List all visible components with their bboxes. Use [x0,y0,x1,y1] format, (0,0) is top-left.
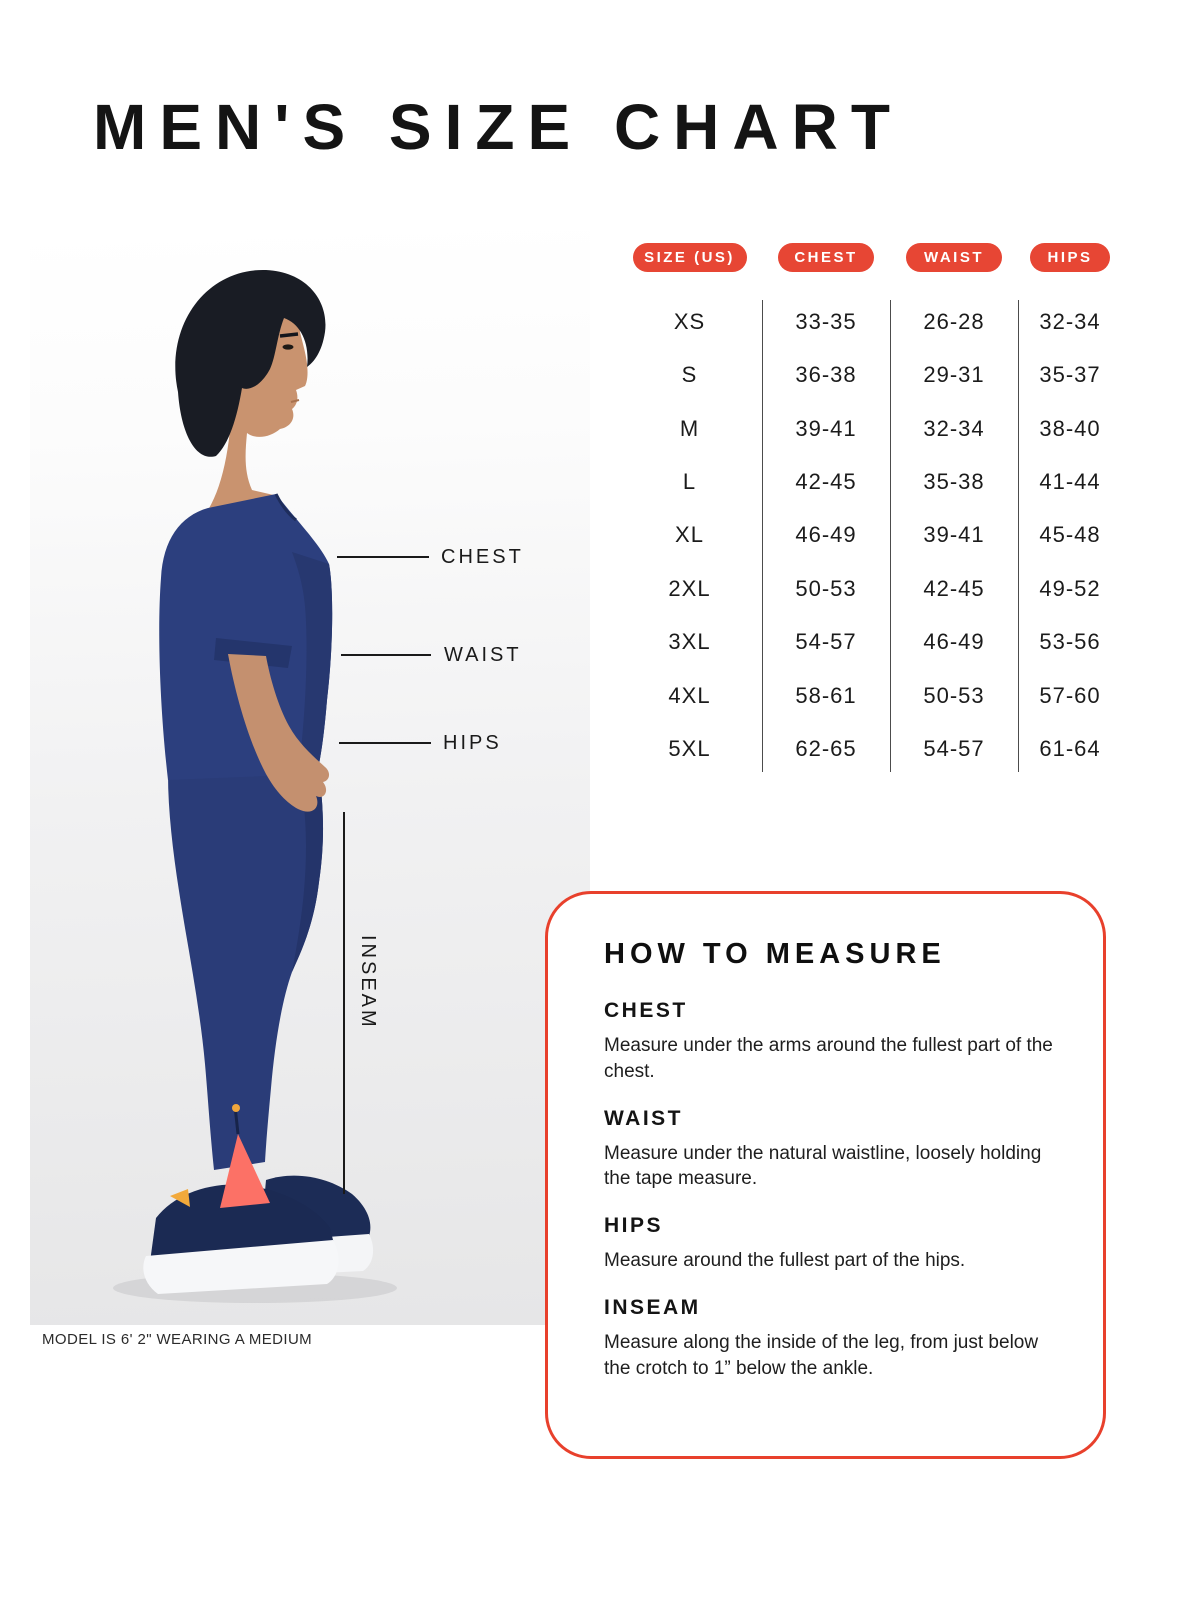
waist-pointer-label: WAIST [444,644,522,666]
table-row [617,348,1122,401]
page-title: MEN'S SIZE CHART [93,91,903,163]
chest-cell: 39-41 [795,415,857,441]
header-col-chest [762,243,890,272]
measure-section-body-waist: Measure under the natural waistline, loosely holding the tape measure. [604,1142,1042,1190]
hips-cell: 61-64 [1039,736,1101,762]
size-table-body [617,295,1122,776]
measure-section-body-hips: Measure around the fullest part of the hips. [604,1250,966,1272]
size-cell: M [679,415,700,441]
chest-cell: 36-38 [795,362,857,388]
header-col-size [617,243,762,272]
hips-pointer-label: HIPS [443,732,502,754]
chest-cell: 42-45 [795,469,857,495]
chest-header-pill: CHEST [778,243,874,272]
chest-pointer-label: CHEST [441,546,524,568]
waist-cell: 32-34 [923,415,985,441]
measure-section-heading-chest: CHEST [604,999,688,1022]
size-cell: 3XL [668,629,711,655]
size-us-header-pill: SIZE (US) [633,243,747,272]
chest-cell: 46-49 [795,522,857,548]
how-to-measure-title: HOW TO MEASURE [604,938,946,970]
measure-section-body-inseam: Measure along the inside of the leg, from just below the crotch to 1” below the ankle. [604,1332,1039,1379]
waist-header-pill: WAIST [906,243,1002,272]
waist-cell: 54-57 [923,736,985,762]
table-row [617,616,1122,669]
model-caption: MODEL IS 6' 2" WEARING A MEDIUM [42,1331,313,1348]
zipper-pull [232,1104,240,1112]
size-table-header [617,243,1122,272]
table-divider [890,300,891,772]
chest-cell: 50-53 [795,575,857,601]
hips-cell: 32-34 [1039,308,1101,334]
waist-cell: 29-31 [923,362,985,388]
hips-cell: 57-60 [1039,682,1101,708]
table-row [617,669,1122,722]
how-to-measure-box [545,891,1106,1459]
measure-section-heading-waist: WAIST [604,1106,683,1130]
table-row [617,295,1122,348]
measure-section-heading-hips: HIPS [604,1214,664,1238]
model-photo-area [30,230,590,1325]
inseam-pointer-line [343,812,345,1194]
eye [283,344,294,349]
table-row [617,455,1122,508]
waist-cell: 39-41 [923,522,985,548]
waist-cell: 42-45 [923,575,985,601]
hips-cell: 45-48 [1039,522,1101,548]
hips-cell: 41-44 [1039,469,1101,495]
measure-section-heading-inseam: INSEAM [604,1296,701,1320]
size-cell: L [682,469,697,495]
hips-cell: 38-40 [1039,415,1101,441]
table-divider [1018,300,1019,772]
inseam-pointer-label: INSEAM [357,935,379,1030]
model-figure [113,270,397,1303]
table-row [617,562,1122,615]
chest-pointer-line [337,556,429,558]
waist-cell: 26-28 [923,308,985,334]
waist-pointer-line [341,654,431,656]
header-col-waist [890,243,1018,272]
table-divider [762,300,763,772]
hips-cell: 35-37 [1039,362,1101,388]
scrub-pants [168,768,323,1170]
chest-cell: 58-61 [795,682,857,708]
size-cell: 5XL [668,736,711,762]
chest-cell: 33-35 [795,308,857,334]
waist-cell: 35-38 [923,469,985,495]
hips-header-pill: HIPS [1030,243,1110,272]
chest-cell: 62-65 [795,736,857,762]
hips-cell: 49-52 [1039,575,1101,601]
hips-cell: 53-56 [1039,629,1101,655]
chest-cell: 54-57 [795,629,857,655]
hips-pointer-line [339,742,431,744]
size-cell: 2XL [668,575,711,601]
table-row [617,509,1122,562]
header-col-hips [1018,243,1122,272]
model-photo [30,230,590,1325]
size-cell: S [681,362,698,388]
size-cell: XS [673,308,706,334]
table-row [617,402,1122,455]
size-cell: XL [675,522,704,548]
measure-section-body-chest: Measure under the arms around the fullest part of the chest. [604,1035,1053,1082]
eyebrow [280,334,298,336]
table-row [617,723,1122,776]
waist-cell: 50-53 [923,682,985,708]
waist-cell: 46-49 [923,629,985,655]
size-cell: 4XL [668,682,711,708]
